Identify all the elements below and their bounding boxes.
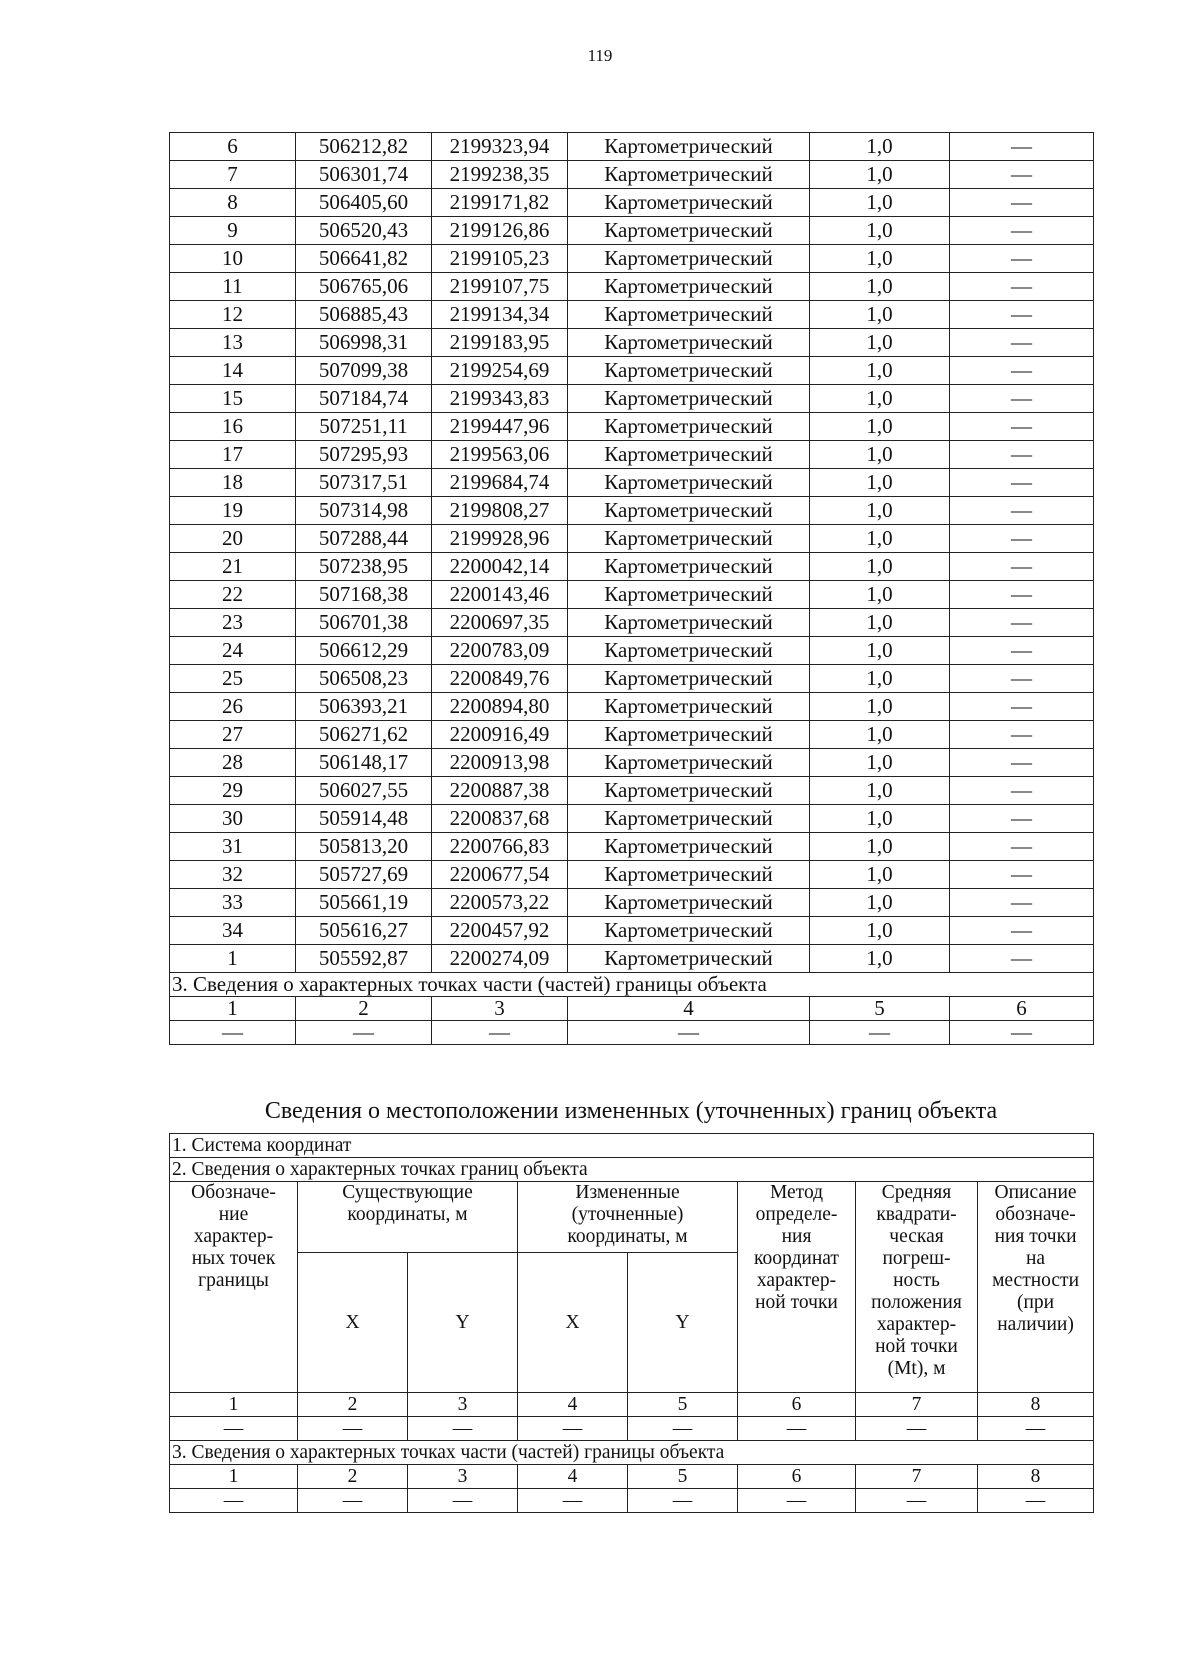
table-cell: — <box>170 1489 298 1513</box>
table-cell: 2199684,74 <box>432 469 568 497</box>
empty-values-row <box>170 1021 1094 1045</box>
table-cell: 1,0 <box>810 693 950 721</box>
table-cell: 4 <box>568 997 810 1021</box>
table-cell: 1,0 <box>810 357 950 385</box>
table-cell: 2200913,98 <box>432 749 568 777</box>
table-cell: 3 <box>432 997 568 1021</box>
table-cell: 6 <box>738 1465 856 1489</box>
table-row <box>170 917 1094 945</box>
table-cell: 506405,60 <box>296 189 432 217</box>
table-cell: 17 <box>170 441 296 469</box>
table-cell: 2 <box>298 1393 408 1417</box>
table-cell: Картометрический <box>568 553 810 581</box>
table-cell: — <box>950 581 1094 609</box>
table-cell: 505661,19 <box>296 889 432 917</box>
table-cell: 1,0 <box>810 749 950 777</box>
table-cell: Картометрический <box>568 413 810 441</box>
table-cell: 2200457,92 <box>432 917 568 945</box>
table-cell: — <box>950 665 1094 693</box>
table-cell: 2200677,54 <box>432 861 568 889</box>
table-row <box>170 245 1094 273</box>
table-cell: 2200042,14 <box>432 553 568 581</box>
table-cell: — <box>950 693 1094 721</box>
table-cell: — <box>296 1021 432 1045</box>
table-cell: 15 <box>170 385 296 413</box>
table-row <box>170 805 1094 833</box>
table-cell: 1,0 <box>810 861 950 889</box>
table-cell: 33 <box>170 889 296 917</box>
table-cell: 2199183,95 <box>432 329 568 357</box>
table-cell: 1,0 <box>810 301 950 329</box>
table-cell: 32 <box>170 861 296 889</box>
table-cell: — <box>950 217 1094 245</box>
table-cell: 2200783,09 <box>432 637 568 665</box>
table-row <box>170 217 1094 245</box>
table-cell: 506027,55 <box>296 777 432 805</box>
table-row <box>170 945 1094 973</box>
table-cell: 2199447,96 <box>432 413 568 441</box>
table-cell: 1 <box>170 1465 298 1489</box>
table-cell: 16 <box>170 413 296 441</box>
table-cell: 14 <box>170 357 296 385</box>
table-cell: 3 <box>408 1393 518 1417</box>
table-cell: — <box>950 889 1094 917</box>
table-row <box>170 469 1094 497</box>
table-cell: — <box>298 1417 408 1441</box>
table-cell: 25 <box>170 665 296 693</box>
page-number: 119 <box>587 46 613 65</box>
table-cell: 28 <box>170 749 296 777</box>
table-row <box>170 525 1094 553</box>
table-cell: 2199238,35 <box>432 161 568 189</box>
table-row <box>170 721 1094 749</box>
table-cell: — <box>568 1021 810 1045</box>
header-point-designation: Обозначе- ние характер- ных точек границы <box>170 1182 298 1393</box>
table-cell: 1,0 <box>810 217 950 245</box>
table-cell: Картометрический <box>568 693 810 721</box>
table-cell: 1,0 <box>810 917 950 945</box>
table-row <box>170 385 1094 413</box>
table-cell: 29 <box>170 777 296 805</box>
table-cell: — <box>978 1489 1094 1513</box>
table-cell: Картометрический <box>568 721 810 749</box>
table-cell: Картометрический <box>568 889 810 917</box>
table-cell: — <box>950 917 1094 945</box>
table-cell: 1,0 <box>810 273 950 301</box>
section-title: Сведения о местоположении измененных (уточненных) границ объекта <box>264 1098 998 1124</box>
table-cell: 26 <box>170 693 296 721</box>
table-cell: 6 <box>170 133 296 161</box>
table-cell: 9 <box>170 217 296 245</box>
table-cell: — <box>628 1417 738 1441</box>
table-cell: 12 <box>170 301 296 329</box>
table-cell: 22 <box>170 581 296 609</box>
table-cell: 507251,11 <box>296 413 432 441</box>
table-cell: 21 <box>170 553 296 581</box>
table-cell: Картометрический <box>568 833 810 861</box>
table-cell: — <box>950 357 1094 385</box>
table-cell: — <box>432 1021 568 1045</box>
table-cell: — <box>950 945 1094 973</box>
table-cell: 507238,95 <box>296 553 432 581</box>
table-row <box>170 301 1094 329</box>
table-cell: — <box>950 609 1094 637</box>
header-existing-y: Y <box>408 1253 518 1393</box>
table-row <box>170 413 1094 441</box>
table-cell: — <box>170 1021 296 1045</box>
table-cell: 1,0 <box>810 581 950 609</box>
table-cell: 1,0 <box>810 637 950 665</box>
table-cell: 507314,98 <box>296 497 432 525</box>
table-cell: 1,0 <box>810 245 950 273</box>
table-cell: — <box>950 245 1094 273</box>
table-row <box>170 637 1094 665</box>
table-cell: 505813,20 <box>296 833 432 861</box>
empty-values-row <box>170 1417 1094 1441</box>
table-cell: 5 <box>628 1465 738 1489</box>
table-row <box>170 833 1094 861</box>
header-changed-y: Y <box>628 1253 738 1393</box>
coordinate-system-row: 1. Система координат <box>170 1134 1094 1158</box>
table-cell: 1,0 <box>810 161 950 189</box>
table-row <box>170 861 1094 889</box>
table-cell: — <box>408 1489 518 1513</box>
table-cell: 2199171,82 <box>432 189 568 217</box>
table-cell: 1,0 <box>810 525 950 553</box>
table-cell: 506271,62 <box>296 721 432 749</box>
table-cell: 1 <box>170 1393 298 1417</box>
table-cell: 1 <box>170 997 296 1021</box>
table-cell: 2199107,75 <box>432 273 568 301</box>
header-existing-x: X <box>298 1253 408 1393</box>
table-cell: Картометрический <box>568 777 810 805</box>
table-cell: 2200766,83 <box>432 833 568 861</box>
table-cell: 506508,23 <box>296 665 432 693</box>
table-cell: 8 <box>978 1393 1094 1417</box>
table-cell: 24 <box>170 637 296 665</box>
table-cell: 506393,21 <box>296 693 432 721</box>
table-cell: Картометрический <box>568 357 810 385</box>
header-existing-coordinates: Существующие координаты, м <box>298 1182 518 1253</box>
table-cell: 2199254,69 <box>432 357 568 385</box>
table-cell: 2200697,35 <box>432 609 568 637</box>
table-cell: 1,0 <box>810 413 950 441</box>
table-cell: 8 <box>170 189 296 217</box>
table-cell: 8 <box>978 1465 1094 1489</box>
table-cell: 1,0 <box>810 553 950 581</box>
table-cell: 18 <box>170 469 296 497</box>
table-row <box>170 609 1094 637</box>
table-cell: 1,0 <box>810 889 950 917</box>
table-cell: 2200916,49 <box>432 721 568 749</box>
table-cell: 2200573,22 <box>432 889 568 917</box>
table-cell: 1,0 <box>810 329 950 357</box>
table-cell: 506520,43 <box>296 217 432 245</box>
table-cell: 2199928,96 <box>432 525 568 553</box>
table-cell: — <box>950 1021 1094 1045</box>
table-cell: 2199343,83 <box>432 385 568 413</box>
table-cell: 34 <box>170 917 296 945</box>
table-cell: 2199323,94 <box>432 133 568 161</box>
table-cell: Картометрический <box>568 133 810 161</box>
table-cell: 1,0 <box>810 469 950 497</box>
section-label: 3. Сведения о характерных точках части (частей) границы объекта <box>170 973 1094 997</box>
part-empty-values-row <box>170 1489 1094 1513</box>
table-cell: 4 <box>518 1465 628 1489</box>
table-cell: — <box>950 553 1094 581</box>
table-row <box>170 665 1094 693</box>
table-cell: — <box>856 1417 978 1441</box>
table-cell: 507168,38 <box>296 581 432 609</box>
table-cell: 507184,74 <box>296 385 432 413</box>
table-row <box>170 581 1094 609</box>
table-row <box>170 133 1094 161</box>
table-cell: — <box>170 1417 298 1441</box>
table-cell: 1,0 <box>810 133 950 161</box>
table-cell: 1,0 <box>810 441 950 469</box>
table-row <box>170 329 1094 357</box>
table-cell: 506701,38 <box>296 609 432 637</box>
table-cell: Картометрический <box>568 301 810 329</box>
table-cell: 2199134,34 <box>432 301 568 329</box>
table-row <box>170 161 1094 189</box>
table-cell: 2200887,38 <box>432 777 568 805</box>
table-cell: 506612,29 <box>296 637 432 665</box>
table-cell: 506765,06 <box>296 273 432 301</box>
header-mean-square-error: Средняя квадрати- ческая погреш- ность положения характер- ной точки (Mt), м <box>856 1182 978 1393</box>
table-cell: — <box>950 301 1094 329</box>
table-cell: Картометрический <box>568 217 810 245</box>
table-cell: Картометрический <box>568 245 810 273</box>
table-cell: 6 <box>950 997 1094 1021</box>
table-cell: — <box>298 1489 408 1513</box>
table-cell: Картометрический <box>568 749 810 777</box>
table-cell: — <box>738 1417 856 1441</box>
table-row <box>170 889 1094 917</box>
table-row <box>170 777 1094 805</box>
table-cell: Картометрический <box>568 497 810 525</box>
table-cell: 1,0 <box>810 497 950 525</box>
table-cell: 2199808,27 <box>432 497 568 525</box>
table-cell: 7 <box>856 1393 978 1417</box>
table-cell: 11 <box>170 273 296 301</box>
table-cell: 5 <box>810 997 950 1021</box>
table-cell: 507317,51 <box>296 469 432 497</box>
table-cell: 505616,27 <box>296 917 432 945</box>
table-row <box>170 189 1094 217</box>
table-cell: — <box>856 1489 978 1513</box>
table-cell: Картометрический <box>568 609 810 637</box>
table-cell: — <box>518 1489 628 1513</box>
table-cell: Картометрический <box>568 665 810 693</box>
table-cell: Картометрический <box>568 637 810 665</box>
table-cell: 2200849,76 <box>432 665 568 693</box>
table-cell: — <box>950 497 1094 525</box>
table-cell: 1,0 <box>810 945 950 973</box>
table-cell: 1,0 <box>810 777 950 805</box>
table-cell: Картометрический <box>568 189 810 217</box>
table-cell: Картометрический <box>568 917 810 945</box>
table-cell: 13 <box>170 329 296 357</box>
table-cell: 4 <box>518 1393 628 1417</box>
table-cell: 507099,38 <box>296 357 432 385</box>
table-cell: 19 <box>170 497 296 525</box>
table-cell: 1 <box>170 945 296 973</box>
table-cell: — <box>950 777 1094 805</box>
table-cell: 2200274,09 <box>432 945 568 973</box>
table-cell: 23 <box>170 609 296 637</box>
table-cell: Картометрический <box>568 441 810 469</box>
table-cell: 2199105,23 <box>432 245 568 273</box>
table-cell: — <box>950 805 1094 833</box>
table-cell: — <box>950 385 1094 413</box>
table-cell: — <box>810 1021 950 1045</box>
table-cell: 506998,31 <box>296 329 432 357</box>
table-cell: 506641,82 <box>296 245 432 273</box>
table-cell: 1,0 <box>810 665 950 693</box>
header-changed-x: X <box>518 1253 628 1393</box>
table-cell: — <box>950 189 1094 217</box>
table-cell: 2 <box>296 997 432 1021</box>
table-row <box>170 693 1094 721</box>
table-cell: 10 <box>170 245 296 273</box>
table-cell: Картометрический <box>568 525 810 553</box>
table-cell: 506301,74 <box>296 161 432 189</box>
table-cell: — <box>950 273 1094 301</box>
table-cell: 20 <box>170 525 296 553</box>
table-cell: — <box>950 161 1094 189</box>
table-cell: Картометрический <box>568 805 810 833</box>
table-cell: 506148,17 <box>296 749 432 777</box>
table-row <box>170 273 1094 301</box>
table-row <box>170 553 1094 581</box>
table-cell: — <box>408 1417 518 1441</box>
table-cell: Картометрический <box>568 469 810 497</box>
table-cell: — <box>628 1489 738 1513</box>
column-numbers-row <box>170 997 1094 1021</box>
table-cell: Картометрический <box>568 945 810 973</box>
part-points-row <box>170 973 1094 997</box>
table-cell: 27 <box>170 721 296 749</box>
table-cell: 2200894,80 <box>432 693 568 721</box>
table-cell: Картометрический <box>568 581 810 609</box>
header-method: Метод определе- ния координат характер- ной точки <box>738 1182 856 1393</box>
table-cell: — <box>950 833 1094 861</box>
table-cell: Картометрический <box>568 161 810 189</box>
table-row <box>170 441 1094 469</box>
table-cell: 507295,93 <box>296 441 432 469</box>
table-cell: 2200143,46 <box>432 581 568 609</box>
column-numbers-row <box>170 1393 1094 1417</box>
table-row <box>170 497 1094 525</box>
table-cell: Картометрический <box>568 329 810 357</box>
table-cell: 506885,43 <box>296 301 432 329</box>
table-cell: — <box>950 861 1094 889</box>
table-cell: 3 <box>408 1465 518 1489</box>
table-cell: 506212,82 <box>296 133 432 161</box>
table-cell: 505914,48 <box>296 805 432 833</box>
table-cell: 2 <box>298 1465 408 1489</box>
header-description: Описание обозначе- ния точки на местности (при наличии) <box>978 1182 1094 1393</box>
changed-boundaries-table <box>169 1133 1094 1513</box>
table-cell: 1,0 <box>810 721 950 749</box>
table-cell: 505727,69 <box>296 861 432 889</box>
table-cell: — <box>950 721 1094 749</box>
table-cell: 6 <box>738 1393 856 1417</box>
table-cell: 30 <box>170 805 296 833</box>
table-cell: — <box>518 1417 628 1441</box>
table-cell: 7 <box>170 161 296 189</box>
table-cell: — <box>950 441 1094 469</box>
table-cell: — <box>950 469 1094 497</box>
table-cell: 1,0 <box>810 189 950 217</box>
table-row <box>170 749 1094 777</box>
table-cell: 2199563,06 <box>432 441 568 469</box>
table-cell: Картометрический <box>568 861 810 889</box>
table-cell: — <box>950 133 1094 161</box>
characteristic-points-row: 2. Сведения о характерных точках границ объекта <box>170 1158 1094 1182</box>
table-cell: — <box>950 637 1094 665</box>
table-cell: 1,0 <box>810 805 950 833</box>
table-cell: 5 <box>628 1393 738 1417</box>
table-cell: 505592,87 <box>296 945 432 973</box>
table-cell: 2199126,86 <box>432 217 568 245</box>
table-cell: 1,0 <box>810 833 950 861</box>
table-cell: Картометрический <box>568 385 810 413</box>
table-cell: — <box>950 413 1094 441</box>
table-cell: 507288,44 <box>296 525 432 553</box>
table-cell: 1,0 <box>810 385 950 413</box>
header-changed-coordinates: Измененные (уточненные) координаты, м <box>518 1182 738 1253</box>
table-cell: 1,0 <box>810 609 950 637</box>
table-cell: — <box>950 749 1094 777</box>
table-cell: — <box>950 525 1094 553</box>
part-column-numbers-row <box>170 1465 1094 1489</box>
table-cell: 2200837,68 <box>432 805 568 833</box>
table-row <box>170 357 1094 385</box>
table-cell: — <box>738 1489 856 1513</box>
table-cell: — <box>978 1417 1094 1441</box>
table-cell: 31 <box>170 833 296 861</box>
boundary-points-table <box>169 132 1094 1045</box>
table-cell: 7 <box>856 1465 978 1489</box>
part-points-row: 3. Сведения о характерных точках части (частей) границы объекта <box>170 1441 1094 1465</box>
table-cell: Картометрический <box>568 273 810 301</box>
table-cell: — <box>950 329 1094 357</box>
